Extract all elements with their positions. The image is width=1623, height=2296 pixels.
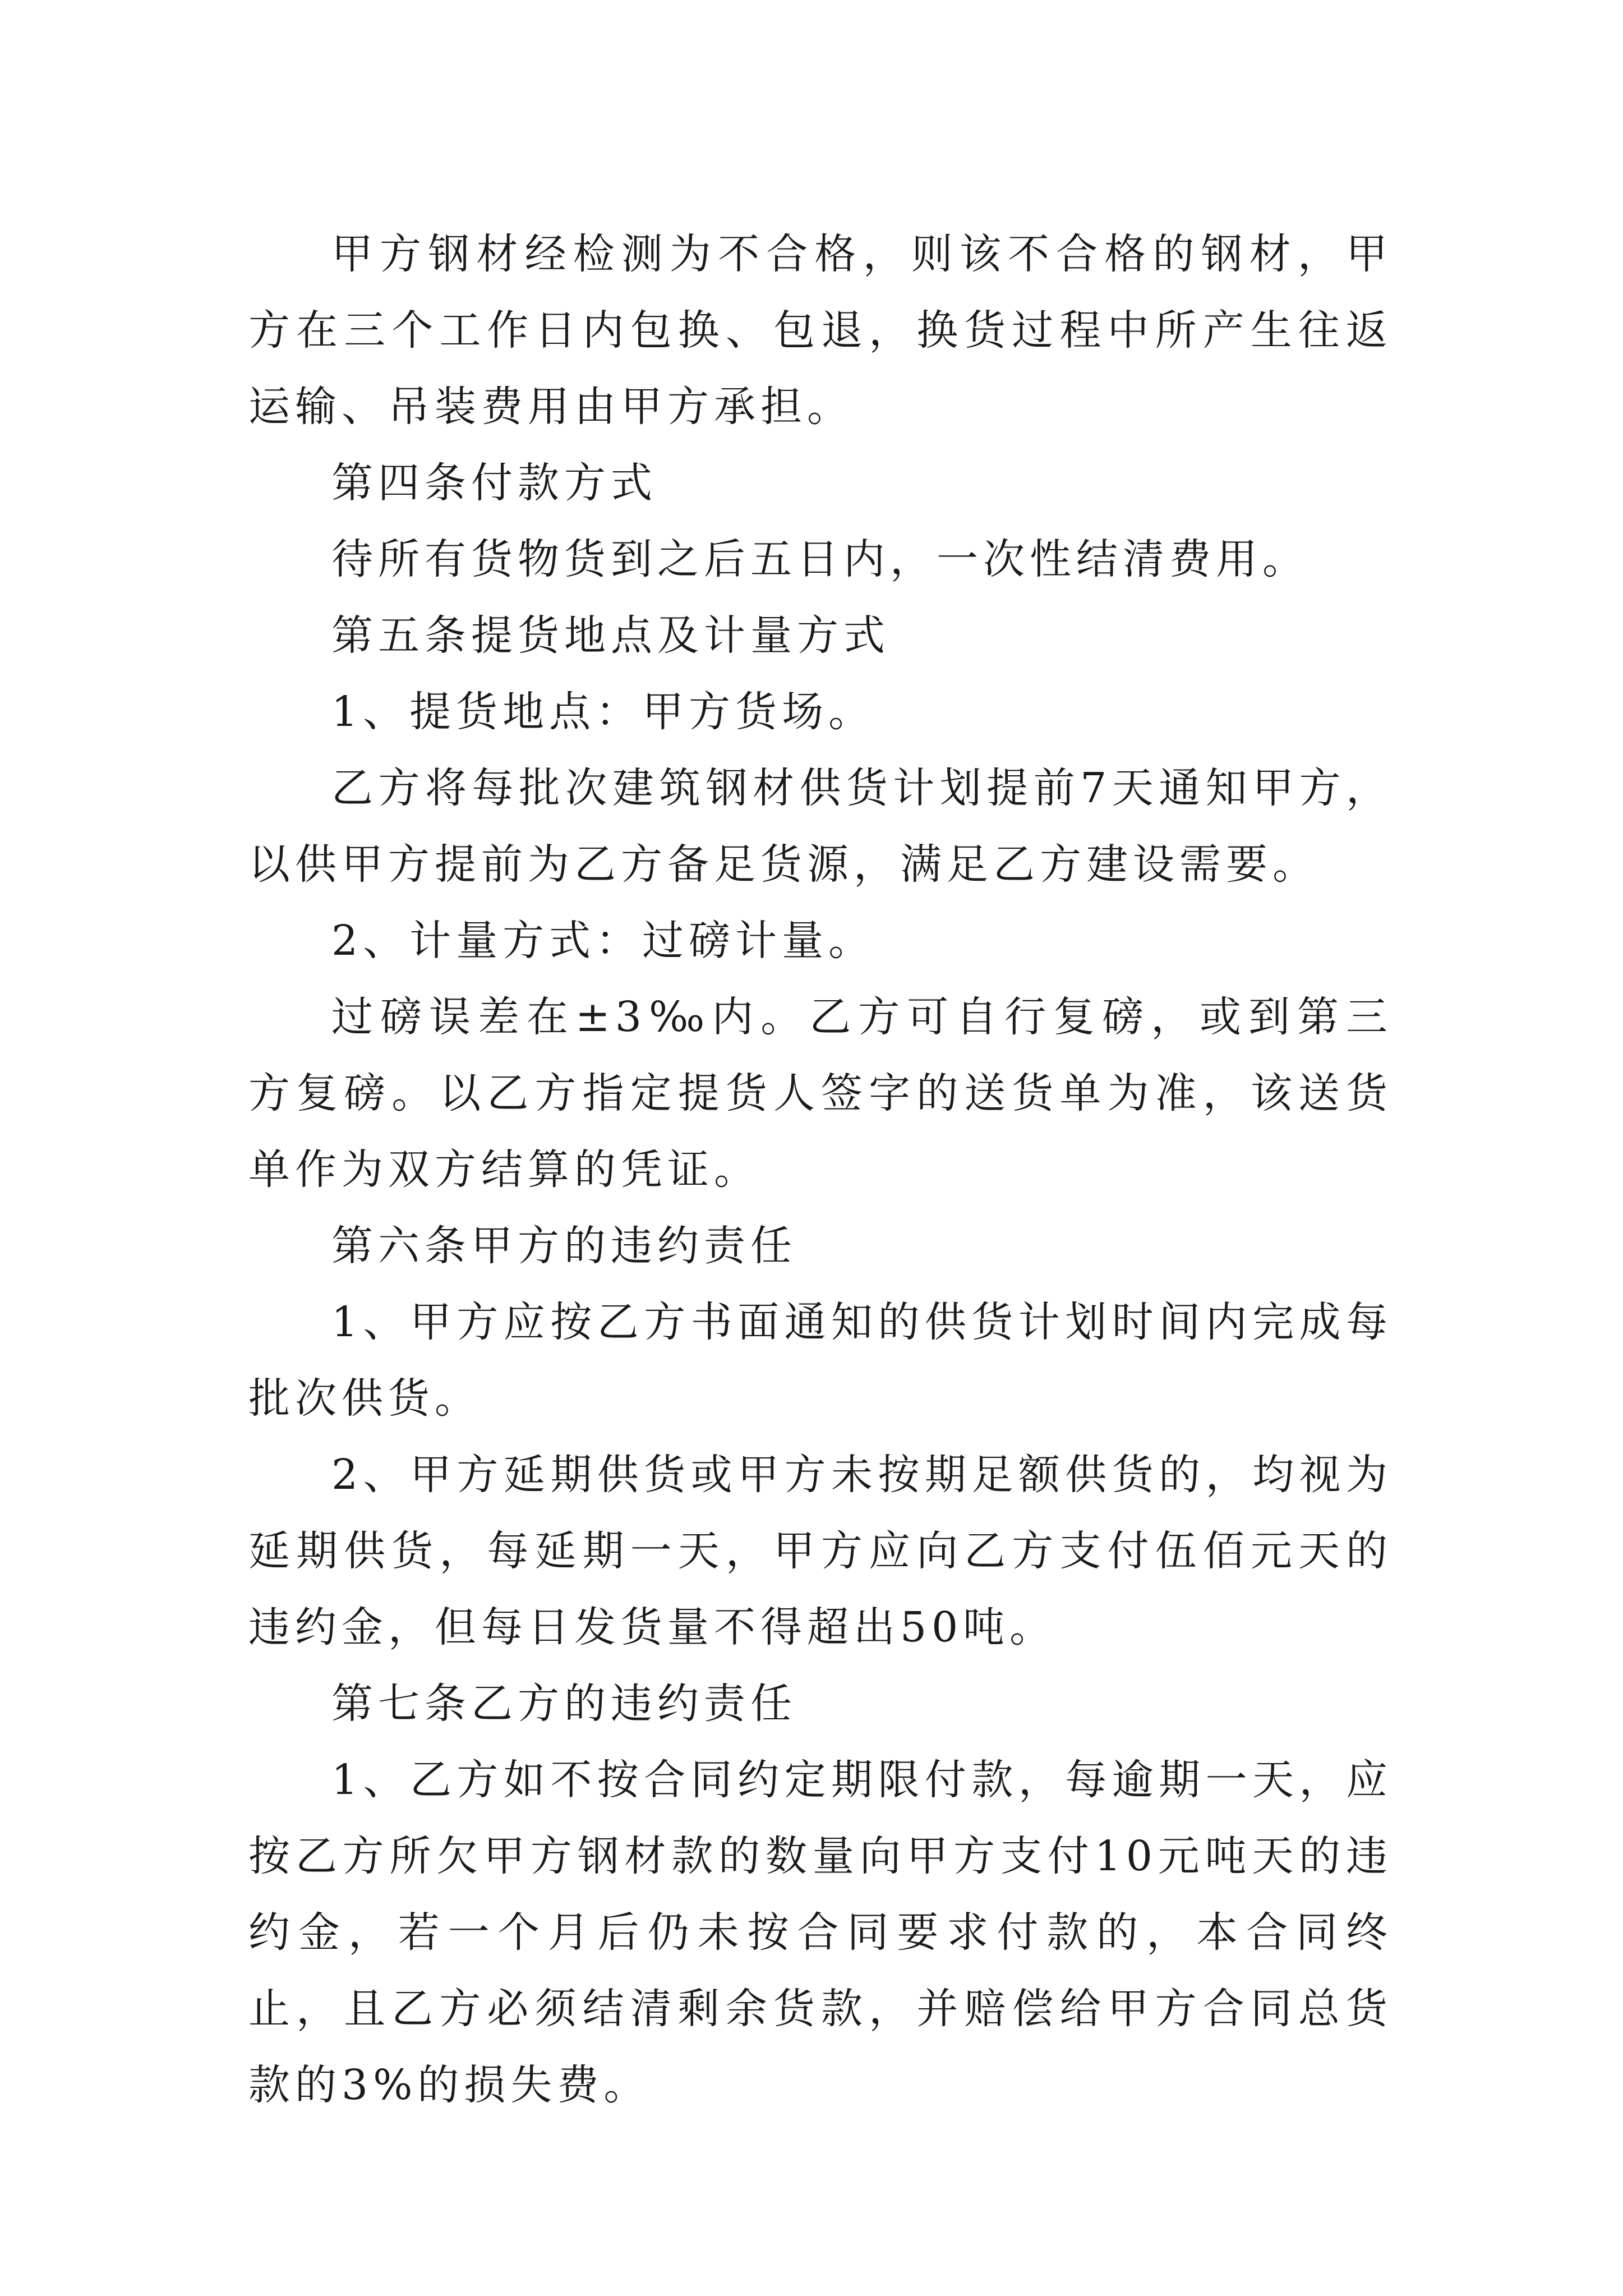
heading-article-5: 第五条提货地点及计量方式 <box>331 611 890 660</box>
document-body <box>248 216 1393 2123</box>
heading-article-7: 第七条乙方的违约责任 <box>331 1680 797 1728</box>
paragraph-supply-plan: 乙方将每批次建筑钢材供货计划提前7天通知甲方，以供甲方提前为乙方备足货源，满足乙方建设需要。 <box>248 764 1393 889</box>
paragraph-party-b-payment: 1、乙方如不按合同约定期限付款，每逾期一天，应按乙方所欠甲方钢材款的数量向甲方支付10元吨天的违约金，若一个月后仍未按合同要求付款的，本合同终止，且乙方必须结清剩余货款，并赔偿给甲方合同总货款的3%的损失费。 <box>248 1756 1393 2109</box>
heading-article-4: 第四条付款方式 <box>331 459 657 507</box>
paragraph-measurement-method: 2、计量方式：过磅计量。 <box>331 917 875 965</box>
heading-article-6: 第六条甲方的违约责任 <box>331 1222 797 1270</box>
paragraph-party-a-supply: 1、甲方应按乙方书面通知的供货计划时间内完成每批次供货。 <box>248 1298 1393 1423</box>
paragraph-weighing-error: 过磅误差在±3‰内。乙方可自行复磅，或到第三方复磅。以乙方指定提货人签字的送货单为准，该送货单作为双方结算的凭证。 <box>248 993 1393 1194</box>
paragraph-pickup-location: 1、提货地点：甲方货场。 <box>331 688 875 736</box>
paragraph-party-a-delay: 2、甲方延期供货或甲方未按期足额供货的，均视为延期供货，每延期一天，甲方应向乙方支付伍佰元天的违约金，但每日发货量不得超出50吨。 <box>248 1451 1393 1651</box>
paragraph-payment-terms: 待所有货物货到之后五日内，一次性结清费用。 <box>331 535 1309 583</box>
paragraph-defective-steel: 甲方钢材经检测为不合格，则该不合格的钢材，甲方在三个工作日内包换、包退，换货过程中所产生往返运输、吊装费用由甲方承担。 <box>248 230 1393 431</box>
